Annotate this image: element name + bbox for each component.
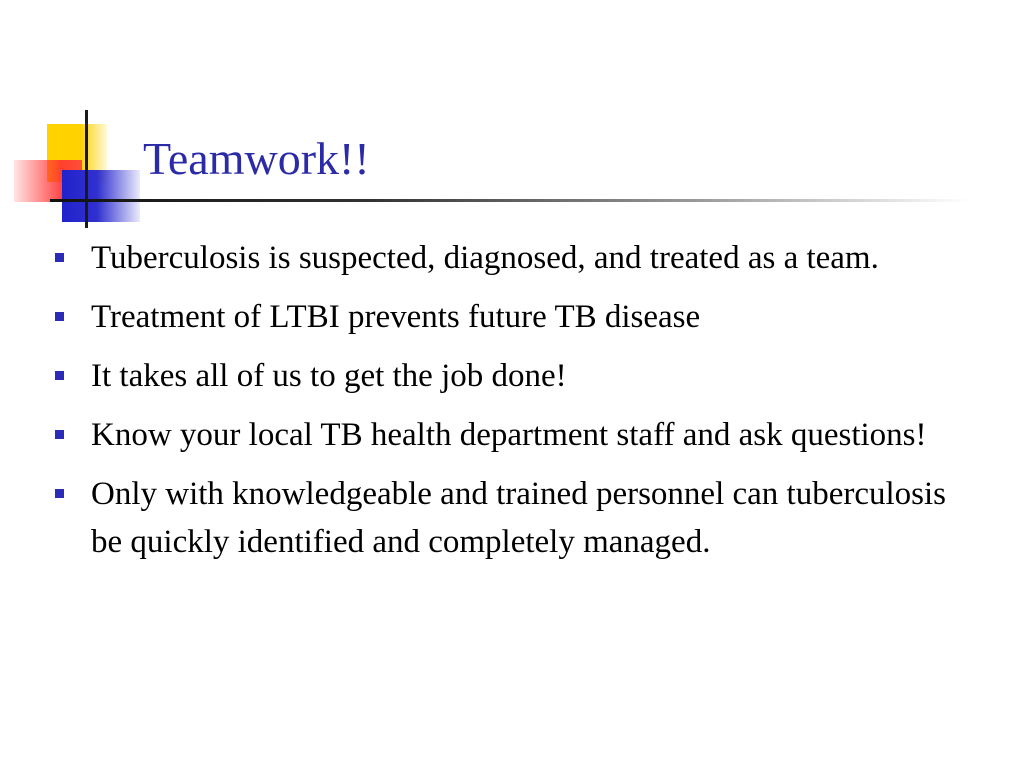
vertical-rule-decoration — [85, 110, 88, 228]
blue-square-decoration — [62, 170, 140, 222]
bullet-item — [55, 470, 965, 566]
bullet-text: Tuberculosis is suspected, diagnosed, and treated as a team. — [91, 240, 879, 276]
title-underline-rule — [50, 199, 970, 202]
square-bullet-icon — [55, 489, 64, 498]
square-bullet-icon — [55, 253, 64, 262]
bullet-item — [55, 234, 965, 282]
bullet-text: Know your local TB health department staff and ask questions! — [91, 417, 927, 453]
square-bullet-icon — [55, 371, 64, 380]
slide-title: Teamwork!! — [143, 133, 370, 184]
bullet-item — [55, 293, 965, 341]
square-bullet-icon — [55, 430, 64, 439]
bullet-text: Only with knowledgeable and trained personnel can tuberculosis be quickly identified and completely managed. — [91, 476, 947, 560]
bullet-item — [55, 352, 965, 400]
square-bullet-icon — [55, 312, 64, 321]
bullet-text: It takes all of us to get the job done! — [91, 358, 567, 394]
bullet-item — [55, 411, 965, 459]
bullet-text: Treatment of LTBI prevents future TB disease — [91, 299, 701, 335]
bullet-list — [55, 234, 965, 577]
